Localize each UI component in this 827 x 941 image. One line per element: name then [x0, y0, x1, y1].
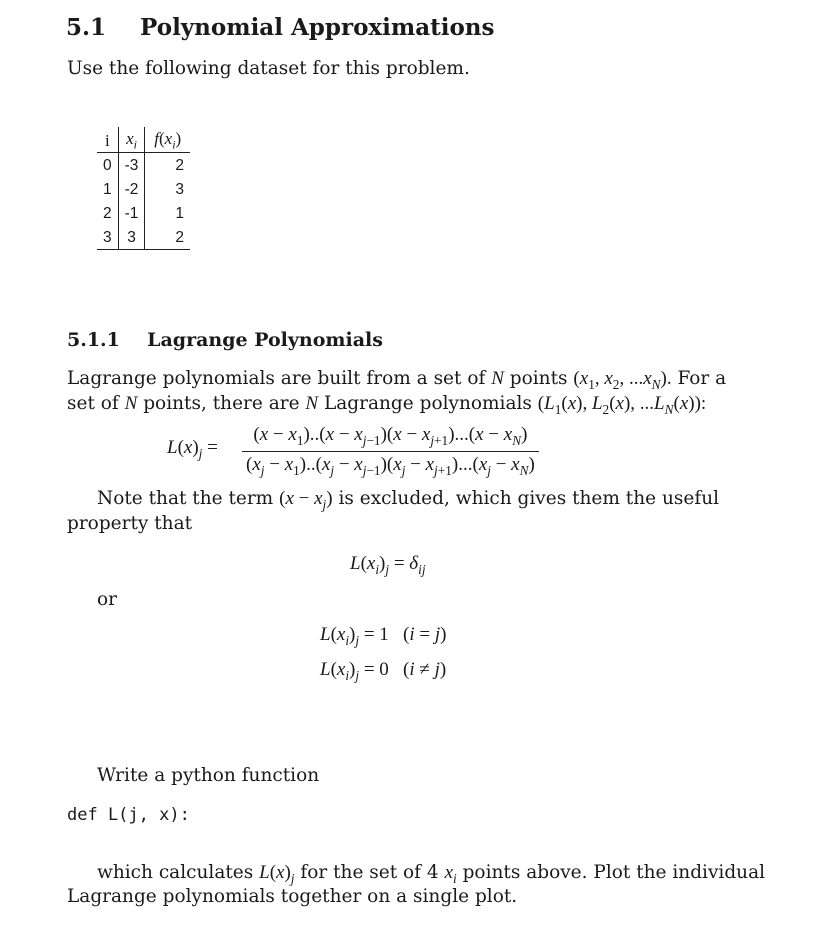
para1-text-f: Lagrange polynomials	[323, 393, 532, 414]
delta-equation: $L(x_i)_j = \delta_{ij}$	[350, 553, 426, 577]
case-not-equal: $L(x_i)_j = 0$ (i ≠ j)	[320, 659, 447, 683]
task-text-c: points above. Plot the individual	[462, 862, 766, 883]
note-line1: Note that the term $(x - x_j)$ is excluded, which gives them the useful	[97, 488, 720, 512]
cell-x: 3	[118, 225, 145, 250]
task-text-a: which calculates	[97, 862, 254, 883]
para1-line2: set of N points, there are N Lagrange polynomials ($L_1(x)$, $L_2(x)$, $...L_N(x)$):	[67, 393, 707, 417]
cell-f: 3	[145, 177, 190, 201]
section-number: 5.1	[66, 14, 107, 41]
table-row	[97, 225, 190, 250]
para1-text-e: points, there are	[143, 393, 300, 414]
task-line2: which calculates $L(x)_j$ for the set of 4 $x_i$ points above. Plot the individual	[97, 862, 766, 886]
table-row	[97, 201, 190, 225]
cell-i: 3	[97, 225, 118, 250]
header-xi: $x_i$	[118, 127, 145, 153]
cell-x: -2	[118, 177, 145, 201]
para1-text-b: points	[509, 368, 568, 389]
subsection-heading	[67, 329, 383, 351]
or-text: or	[97, 589, 117, 610]
subsection-number: 5.1.1	[67, 329, 120, 351]
section-title: Polynomial Approximations	[140, 14, 495, 41]
para1-text-d: set of	[67, 393, 119, 414]
intro-text: Use the following dataset for this problem.	[67, 58, 470, 79]
cell-f: 1	[145, 201, 190, 225]
case-equal: $L(x_i)_j = 1$ (i = j)	[320, 624, 447, 648]
note-text-a: Note that the term	[97, 488, 274, 509]
table-row	[97, 177, 190, 201]
table-row	[97, 153, 190, 178]
task-text-b: for the set of 4	[300, 862, 439, 883]
lagrange-formula: $(x - x_1)..(x - x_{j-1})(x - x_{j+1})...(x - x_N)$ $(x_j - x_1)..(x_j - x_{j-1})(x_j - x_{j+1})...(x_j - x_N)$	[242, 424, 539, 479]
para1-text-c: For a	[677, 368, 727, 389]
cell-x: -3	[118, 153, 145, 178]
cell-f: 2	[145, 225, 190, 250]
cell-i: 1	[103, 181, 112, 199]
header-i: i	[97, 127, 118, 153]
cell-f: 2	[145, 153, 190, 178]
formula-lhs: $L(x)_j$ =	[167, 437, 218, 461]
note-line2: property that	[67, 513, 193, 534]
task-line1: Write a python function	[97, 765, 320, 786]
header-fxi: $f(x_i)$	[145, 127, 190, 153]
section-heading	[66, 14, 494, 41]
note-text-b: is excluded, which gives them the useful	[338, 488, 720, 509]
task-line3: Lagrange polynomials together on a single plot.	[67, 886, 518, 907]
code-signature: def L(j, x):	[67, 805, 190, 825]
cell-i: 0	[103, 157, 112, 175]
cell-x: -1	[118, 201, 145, 225]
para1-line1: Lagrange polynomials are built from a set of N points ($x_1$, $x_2$, $...x_N$). For a	[67, 368, 727, 392]
subsection-title: Lagrange Polynomials	[147, 329, 383, 351]
dataset-table	[97, 127, 190, 250]
cell-i: 2	[103, 205, 112, 223]
para1-text-a: Lagrange polynomials are built from a set of	[67, 368, 486, 389]
